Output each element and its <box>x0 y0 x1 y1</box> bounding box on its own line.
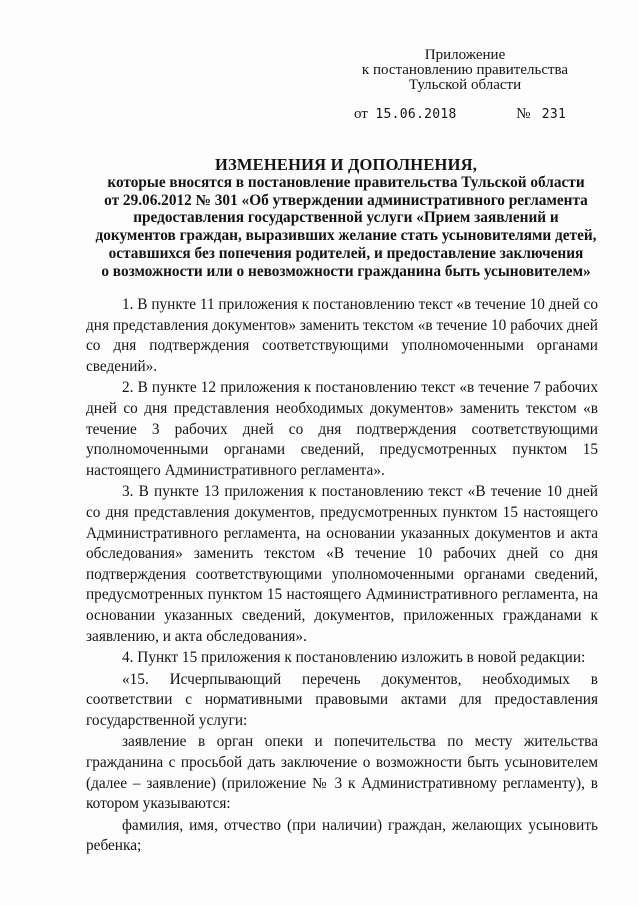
title-line-3: предоставления государственной услуги «Прием заявлений и <box>133 209 559 227</box>
document-date: 15.06.2018 <box>375 107 457 122</box>
paragraph-4: 4. Пункт 15 приложения к постановлению изложить в новой редакции: <box>122 649 586 667</box>
number-label: № <box>516 106 531 122</box>
from-label: от <box>354 106 368 122</box>
title-line-2: от 29.06.2012 № 301 «Об утверждении административного регламента <box>104 191 588 209</box>
title-line-5: оставшихся без попечения родителей, и предоставление заключения <box>108 244 584 262</box>
paragraph-3: 3. В пункте 13 приложения к постановлению текст «В течение 10 дней со дня представления документов, предусмотренных пунктом 15 настоящего Административного регламента, на основании указанных документов и акта обследования» заменить текстом «В течение 10 рабочих дней со дня подтверждения соответствующими уполномоченными органами сведений, предусмотренных пунктом 15 настоящего Административного регламента, на основании указанных сведений, документов, приложенных гражданами к заявлению, и акта обследования». <box>86 483 598 645</box>
paragraph-1: 1. В пункте 11 приложения к постановлению текст «в течение 10 дней со дня представления документов» заменить текстом «в течение 10 рабочих дней со дня подтверждения соответствующими уполномоченными органами сведений». <box>86 296 598 375</box>
appendix-line-2: к постановлению правительства <box>361 62 569 78</box>
appendix-line-3: Тульской области <box>408 77 522 93</box>
document-date-number <box>354 106 566 123</box>
title-line-6: о возможности или о невозможности гражданина быть усыновителем» <box>101 262 591 280</box>
paragraph-2: 2. В пункте 12 приложения к постановлению текст «в течение 7 рабочих дней со дня представления необходимых документов» заменить текстом «в течение 3 рабочих дней со дня подтверждения соответствующими уполномоченными органами сведений, предусмотренных пунктом 15 настоящего Административного регламента». <box>86 379 598 479</box>
title-line-1: которые вносятся в постановление правительства Тульской области <box>107 173 585 191</box>
document-number: 231 <box>541 107 567 122</box>
appendix-header <box>330 48 600 93</box>
appendix-line-1: Приложение <box>424 47 506 63</box>
paragraph-7: фамилия, имя, отчество (при наличии) граждан, желающих усыновить ребенка; <box>86 816 598 855</box>
paragraph-5: «15. Исчерпывающий перечень документов, необходимых в соответствии с нормативными правовыми актами для предоставления государственной услуги: <box>86 670 598 729</box>
title-line-4: документов граждан, выразивших желание стать усыновителями детей, <box>95 227 597 245</box>
document-title <box>86 156 606 281</box>
document-body <box>86 295 598 857</box>
paragraph-6: заявление в орган опеки и попечительства по месту жительства гражданина с просьбой дать заключение о возможности быть усыновителем (далее – заявление) (приложение № 3 к Административному регламенту), в котором указываются: <box>86 733 598 813</box>
title-main: ИЗМЕНЕНИЯ И ДОПОЛНЕНИЯ, <box>214 155 478 174</box>
